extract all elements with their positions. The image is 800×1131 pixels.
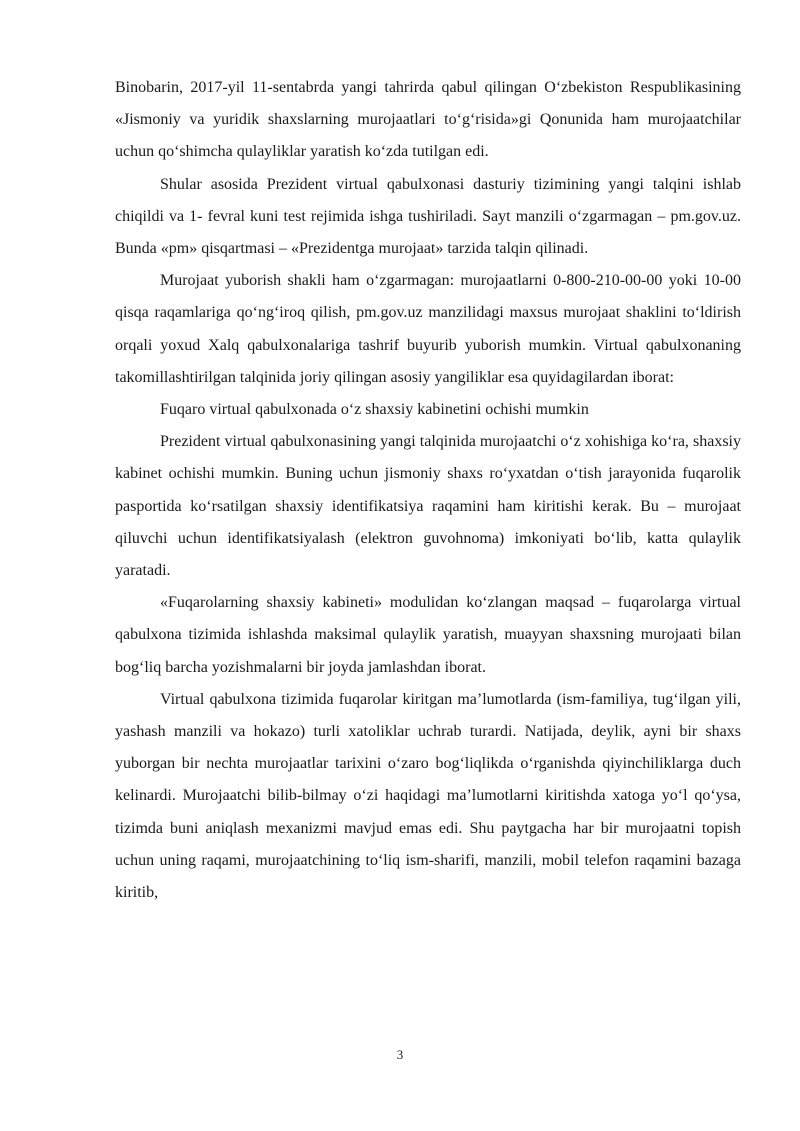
paragraph-new-version: Shular asosida Prezident virtual qabulxonasi dasturiy tizimining yangi talqini ishlab chiqildi va 1- fevral kuni test rejimida ishga tushiriladi. Sayt manzili o‘zgarmagan – pm.gov.uz. <box>115 175 741 225</box>
paragraph-submission-methods: Murojaat yuborish shakli ham o‘zgarmagan: murojaatlarni 0-800-210-00-00 yoki 10-00 qisqa raqamlariga qo‘ng‘iroq qilish, pm.gov.uz manzilidagi maxsus murojaat shaklini to‘ldirish orqali yoxud Xalq qabulxonalariga tashrif buyurib yuborish mumkin. Virtual qabulxonaning takomillashtirilgan talqinida joriy qilingan asosiy yangiliklar esa quyidagilardan iborat: <box>115 272 741 386</box>
paragraph-module-goal: «Fuqarolarning shaxsiy kabineti» modulidan ko‘zlangan maqsad – fuqarolarga virtual qabulxona tizimida ishlashda maksimal qulaylik yaratish, muayyan shaxsning murojaati bilan bog‘liq barcha yozishmalarni bir joyda jamlashdan iborat. <box>115 594 741 676</box>
document-body <box>115 72 741 909</box>
paragraph-personal-cabinet: Prezident virtual qabulxonasining yangi talqinida murojaatchi o‘z xohishiga ko‘ra, shaxsiy kabinet ochishi mumkin. Buning uchun jismoniy shaxs ro‘yxatdan o‘tish jarayonida fuqarolik pasportida ko‘rsatilgan shaxsiy identifikatsiya raqamini ham kiritishi kerak. Bu – murojaat qiluvchi uchun identifikatsiyalash (elektron guvohnoma) imkoniyati bo‘lib, katta qulaylik yaratadi. <box>115 433 741 580</box>
paragraph-legal-basis: Binobarin, 2017-yil 11-sentabrda yangi tahrirda qabul qilingan O‘zbekiston Respublikasining «Jismoniy va yuridik shaxslarning murojaatlari to‘g‘risida»gi Qonunida ham murojaatchilar uchun qo‘shimcha qulayliklar yaratish ko‘zda tutilgan edi. <box>115 79 741 161</box>
paragraph-data-errors: Virtual qabulxona tizimida fuqarolar kiritgan ma’lumotlarda (ism-familiya, tug‘ilgan yili, yashash manzili va hokazo) turli xatoliklar uchrab turardi. Natijada, deylik, ayni bir shaxs yuborgan bir nechta murojaatlar tarixini o‘zaro bog‘liqlikda o‘rganishda qiyinchiliklarga duch kelinardi. Murojaatchi bilib-bilmay o‘zi haqidagi ma’lumotlarni kiritishda xatoga yo‘l qo‘ysa, tizimda buni aniqlash mexanizmi mavjud emas edi. Shu paytgacha har bir murojaatni topish uchun uning raqami, murojaatchining to‘liq ism-sharifi, manzili, mobil telefon raqamini bazaga kiritib, <box>115 690 741 902</box>
page-number: 3 <box>396 1047 404 1062</box>
paragraph-personal-cabinet-heading: Fuqaro virtual qabulxonada o‘z shaxsiy kabinetini ochishi mumkin <box>160 401 589 419</box>
paragraph-pm-meaning: Bunda «pm» qisqartmasi – «Prezidentga murojaat» tarzida talqin qilinadi. <box>115 240 589 258</box>
